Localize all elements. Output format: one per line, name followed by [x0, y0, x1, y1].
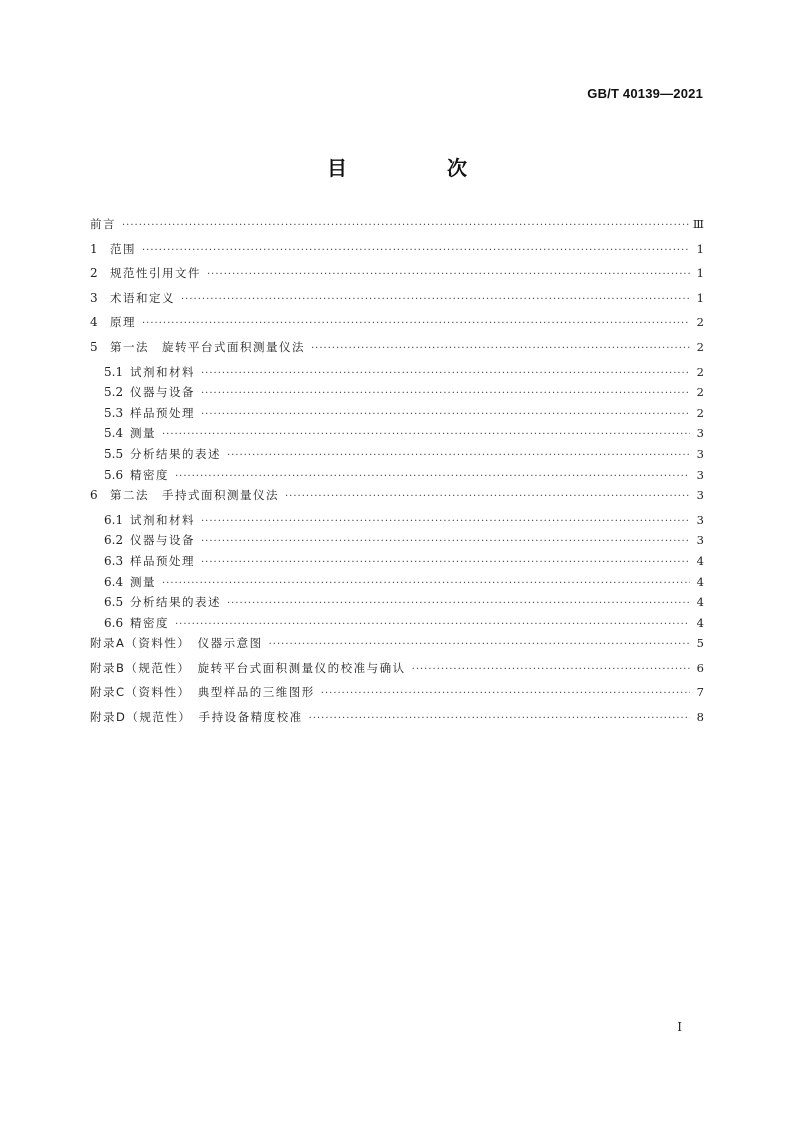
toc-entry-label: 第一法 旋转平台式面积测量仪法: [110, 339, 305, 354]
toc-entry-page: 3: [696, 533, 704, 548]
toc-entry-label: 附录B（规范性） 旋转平台式面积测量仪的校准与确认: [90, 660, 406, 675]
toc-entry-number: 1: [90, 241, 98, 256]
toc-entry-page: 2: [696, 364, 704, 379]
toc-leader-dots: [321, 688, 690, 699]
toc-entry-page: 1: [696, 241, 704, 256]
toc-entry-page: 5: [696, 636, 704, 651]
toc-entry-label: 附录C（资料性） 典型样品的三维图形: [90, 685, 315, 700]
toc-entry[interactable]: [90, 684, 704, 709]
toc-entry-page: 4: [696, 553, 704, 568]
toc-entry-label: 仪器与设备: [130, 385, 195, 400]
toc-entry-page: 3: [696, 467, 704, 482]
toc-entry-label: 术语和定义: [110, 290, 175, 305]
toc-entry[interactable]: [90, 553, 704, 574]
toc-leader-dots: [142, 245, 690, 256]
toc-entry[interactable]: [90, 467, 704, 488]
page-title: 目 次: [327, 156, 507, 180]
toc-entry-number: 5.2: [104, 385, 124, 400]
toc-leader-dots: [227, 450, 690, 461]
toc-entry-number: 5.4: [104, 426, 124, 441]
toc-entry-page: 1: [696, 266, 704, 281]
toc-entry-number: 6: [90, 488, 98, 503]
standard-code: GB/T 40139—2021: [587, 86, 703, 101]
toc-entry-page: 3: [696, 512, 704, 527]
toc-entry-number: 5.1: [104, 364, 124, 379]
toc-leader-dots: [162, 578, 690, 589]
toc-entry-page: 2: [696, 339, 704, 354]
toc-entry-page: 3: [696, 488, 704, 503]
toc-entry-page: 7: [696, 685, 704, 700]
toc-entry[interactable]: [90, 532, 704, 553]
toc-entry[interactable]: [90, 290, 704, 315]
toc-entry-label: 精密度: [130, 615, 169, 630]
toc-entry-page: 6: [696, 660, 704, 675]
toc-entry-number: 2: [90, 266, 98, 281]
toc-entry-number: 6.2: [104, 533, 124, 548]
toc-entry[interactable]: [90, 512, 704, 533]
toc-leader-dots: [122, 220, 689, 231]
toc-leader-dots: [269, 639, 690, 650]
toc-leader-dots: [142, 318, 690, 329]
toc-entry-page: 4: [696, 615, 704, 630]
toc-entry-label: 试剂和材料: [130, 364, 195, 379]
toc-entry[interactable]: [90, 216, 704, 241]
toc-leader-dots: [181, 294, 690, 305]
toc-entry-label: 精密度: [130, 467, 169, 482]
toc-entry-page: 1: [696, 290, 704, 305]
toc-entry-label: 原理: [110, 315, 136, 330]
toc-entry-number: 5.3: [104, 405, 124, 420]
toc-entry[interactable]: [90, 241, 704, 266]
toc-entry-page: 2: [696, 385, 704, 400]
toc-entry[interactable]: [90, 405, 704, 426]
toc-entry-number: 6.4: [104, 574, 124, 589]
toc-entry-page: 4: [696, 595, 704, 610]
toc-entry-number: 4: [90, 315, 98, 330]
toc-leader-dots: [201, 368, 690, 379]
page-number: Ⅰ: [677, 1020, 682, 1034]
toc-leader-dots: [207, 269, 690, 280]
toc-entry[interactable]: [90, 574, 704, 595]
toc-entry[interactable]: [90, 709, 704, 734]
toc-entry-label: 仪器与设备: [130, 533, 195, 548]
toc-entry[interactable]: [90, 615, 704, 636]
toc-entry-number: 6.6: [104, 615, 124, 630]
toc-entry[interactable]: [90, 265, 704, 290]
toc-entry-number: 5.5: [104, 446, 124, 461]
toc-leader-dots: [201, 409, 690, 420]
toc-entry-label: 试剂和材料: [130, 512, 195, 527]
toc-leader-dots: [201, 536, 690, 547]
toc-entry-label: 测量: [130, 574, 156, 589]
toc-leader-dots: [175, 471, 690, 482]
toc-entry[interactable]: [90, 384, 704, 405]
toc-entry-label: 分析结果的表述: [130, 446, 221, 461]
table-of-contents: [90, 216, 704, 734]
toc-leader-dots: [175, 619, 690, 630]
toc-entry-label: 样品预处理: [130, 405, 195, 420]
toc-leader-dots: [162, 429, 690, 440]
toc-entry-page: Ⅲ: [692, 217, 704, 231]
toc-entry[interactable]: [90, 594, 704, 615]
toc-leader-dots: [311, 343, 690, 354]
toc-entry-label: 附录D（规范性） 手持设备精度校准: [90, 710, 303, 725]
toc-entry-number: 5.6: [104, 467, 124, 482]
toc-entry-number: 3: [90, 290, 98, 305]
toc-entry-label: 样品预处理: [130, 553, 195, 568]
toc-entry-number: 6.1: [104, 512, 124, 527]
toc-entry[interactable]: [90, 446, 704, 467]
toc-entry-label: 测量: [130, 426, 156, 441]
toc-entry-number: 6.5: [104, 595, 124, 610]
toc-entry-label: 附录A（资料性） 仪器示意图: [90, 636, 263, 651]
toc-leader-dots: [309, 713, 690, 724]
toc-entry[interactable]: [90, 487, 704, 512]
toc-entry[interactable]: [90, 339, 704, 364]
toc-leader-dots: [201, 557, 690, 568]
toc-entry-label: 第二法 手持式面积测量仪法: [110, 488, 279, 503]
toc-entry-page: 2: [696, 405, 704, 420]
toc-leader-dots: [201, 516, 690, 527]
toc-entry-label: 范围: [110, 241, 136, 256]
toc-entry[interactable]: [90, 660, 704, 685]
toc-entry[interactable]: [90, 314, 704, 339]
toc-entry-number: 5: [90, 339, 98, 354]
toc-entry[interactable]: [90, 635, 704, 660]
toc-entry-page: 8: [696, 710, 704, 725]
toc-entry-page: 4: [696, 574, 704, 589]
toc-leader-dots: [285, 491, 690, 502]
toc-leader-dots: [412, 664, 690, 675]
toc-entry-label: 前言: [90, 217, 116, 231]
toc-entry-label: 分析结果的表述: [130, 595, 221, 610]
toc-entry-page: 3: [696, 426, 704, 441]
toc-leader-dots: [227, 598, 690, 609]
toc-entry[interactable]: [90, 425, 704, 446]
toc-entry-number: 6.3: [104, 553, 124, 568]
toc-entry[interactable]: [90, 364, 704, 385]
toc-entry-page: 3: [696, 446, 704, 461]
toc-entry-page: 2: [696, 315, 704, 330]
toc-entry-label: 规范性引用文件: [110, 266, 201, 281]
toc-leader-dots: [201, 388, 690, 399]
